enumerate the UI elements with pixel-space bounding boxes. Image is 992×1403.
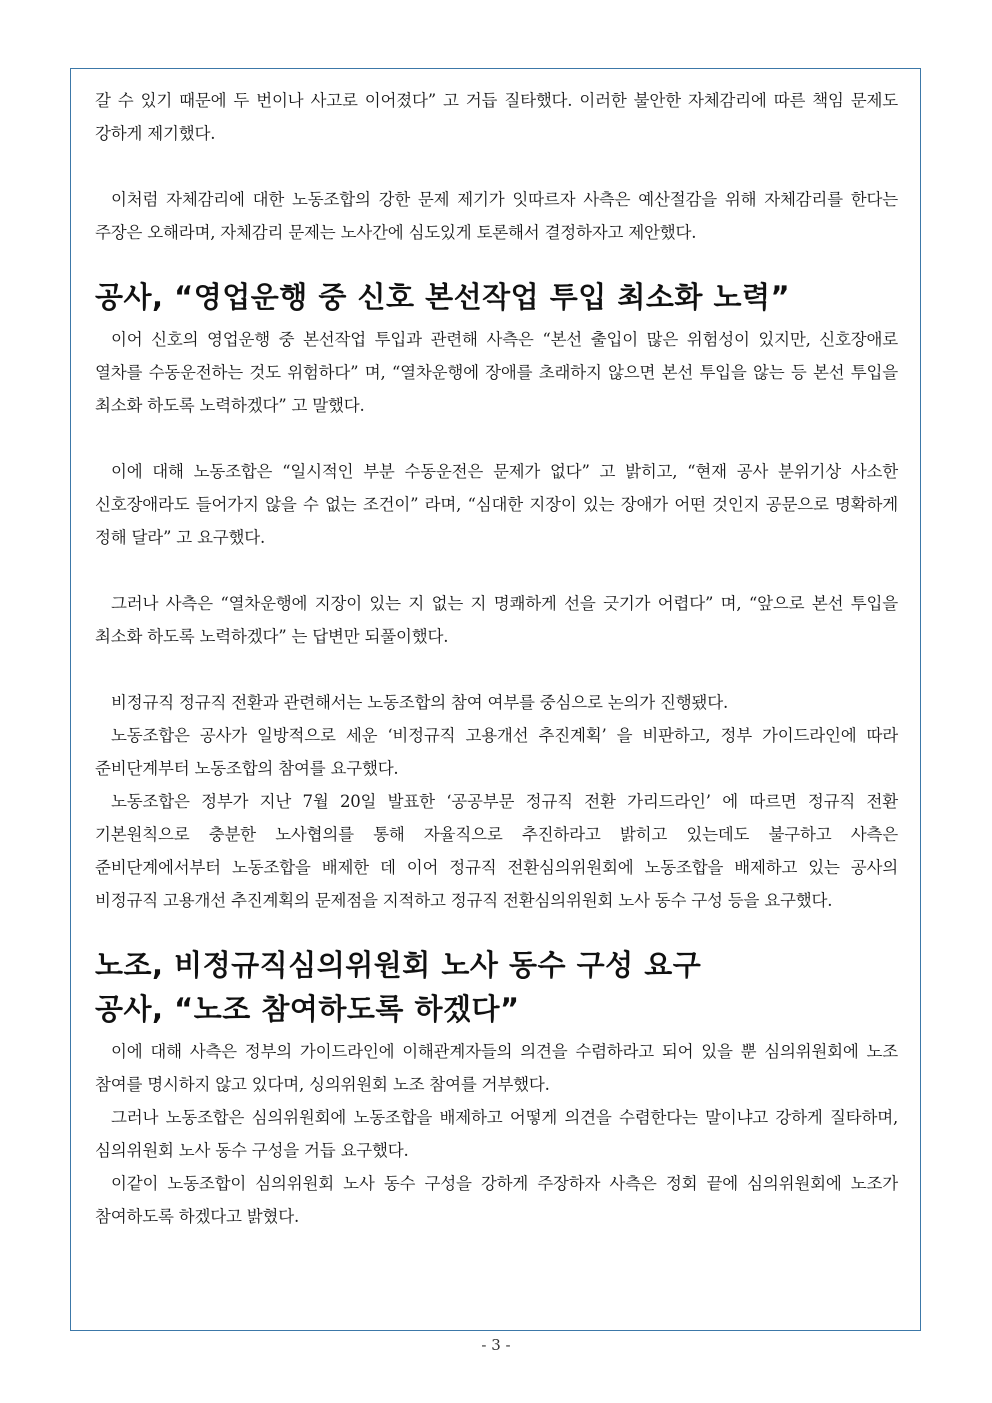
paragraph: 이처럼 자체감리에 대한 노동조합의 강한 문제 제기가 잇따르자 사측은 예산절감을 위해 자체감리를 한다는 주장은 오해라며, 자체감리 문제는 노사간에 심도있게 토론해서 결정하자고 제안했다. [95, 190, 898, 242]
paragraph: 비정규직 정규직 전환과 관련해서는 노동조합의 참여 여부를 중심으로 논의가 진행됐다. [111, 693, 729, 712]
section-heading: 공사, “영업운행 중 신호 본선작업 투입 최소화 노력” [95, 280, 791, 314]
paragraph: 이같이 노동조합이 심의위원회 노사 동수 구성을 강하게 주장하자 사측은 정회 끝에 심의위원회에 노조가 참여하도록 하겠다고 밝혔다. [95, 1174, 898, 1226]
paragraph: 노동조합은 공사가 일방적으로 세운 ‘비정규직 고용개선 추진계획’ 을 비판하고, 정부 가이드라인에 따라 준비단계부터 노동조합의 참여를 요구했다. [95, 726, 898, 778]
paragraph: 갈 수 있기 때문에 두 번이나 사고로 이어졌다” 고 거듭 질타했다. 이러한 불안한 자체감리에 따른 책임 문제도 강하게 제기했다. [95, 91, 898, 143]
page-number: - 3 - [481, 1336, 511, 1354]
paragraph-gap [95, 422, 898, 455]
paragraph: 이에 대해 노동조합은 “일시적인 부분 수동운전은 문제가 없다” 고 밝히고, “현재 공사 분위기상 사소한 신호장애라도 들어가지 않을 수 없는 조건이” 라며, “심대한 지장이 있는 장애가 어떤 것인지 공문으로 명확하게 정해 달라” 고 요구했다. [95, 462, 898, 547]
paragraph: 노동조합은 정부가 지난 7월 20일 발표한 ‘공공부문 정규직 전환 가리드라인’ 에 따르면 정규직 전환 기본원칙으로 충분한 노사협의를 통해 자율직으로 추진하라고 밝히고 있는데도 불구하고 사측은 준비단계에서부터 노동조합을 배제한 데 이어 정규직 전환심의위원회에 노동조합을 배제하고 있는 공사의 비정규직 고용개선 추진계획의 문제점을 지적하고 정규직 전환심의위원회 노사 동수 구성 등을 요구했다. [95, 792, 898, 910]
section-heading-line1: 노조, 비정규직심의위원회 노사 동수 구성 요구 [95, 948, 702, 982]
paragraph: 그러나 사측은 “열차운행에 지장이 있는 지 없는 지 명쾌하게 선을 긋기가 어렵다” 며, “앞으로 본선 투입을 최소화 하도록 노력하겠다” 는 답변만 되풀이했다. [95, 594, 898, 646]
paragraph: 이어 신호의 영업운행 중 본선작업 투입과 관련해 사측은 “본선 출입이 많은 위험성이 있지만, 신호장애로 열차를 수동운전하는 것도 위험하다” 며, “열차운행에 장애를 초래하지 않으면 본선 투입을 않는 등 본선 투입을 최소화 하도록 노력하겠다” 고 말했다. [95, 330, 898, 415]
paragraph: 이에 대해 사측은 정부의 가이드라인에 이해관계자들의 의견을 수렴하라고 되어 있을 뿐 심의위원회에 노조 참여를 명시하지 않고 있다며, 싱의위원회 노조 참여를 거부했다. [95, 1042, 898, 1094]
paragraph-gap [95, 653, 898, 686]
paragraph-gap [95, 554, 898, 587]
section-heading-line2: 공사, “노조 참여하도록 하겠다” [95, 992, 520, 1026]
document-body [95, 84, 898, 1233]
paragraph: 그러나 노동조합은 심의위원회에 노동조합을 배제하고 어떻게 의견을 수렴한다는 말이냐고 강하게 질타하며, 심의위원회 노사 동수 구성을 거듭 요구했다. [95, 1108, 898, 1160]
paragraph-gap [95, 150, 898, 183]
